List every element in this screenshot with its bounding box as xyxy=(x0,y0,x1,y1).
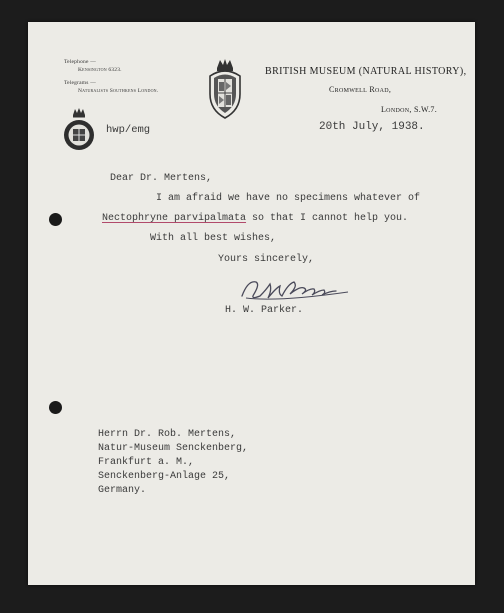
salutation: Dear Dr. Mertens, xyxy=(110,173,213,184)
body-line-1: I am afraid we have no specimens whatever of xyxy=(156,193,421,204)
letter-date: 20th July, 1938. xyxy=(319,121,425,133)
handwritten-signature xyxy=(238,276,353,304)
telephone-value: Kensington 6323. xyxy=(78,67,122,73)
punch-hole-top xyxy=(49,213,62,226)
telegrams-label: Telegrams — xyxy=(64,80,96,86)
body-line-2 xyxy=(102,213,408,224)
reference-code: hwp/emg xyxy=(106,124,151,136)
address-line-3: Frankfurt a. M., xyxy=(98,457,195,468)
telegrams-value: Naturalists Southkens London. xyxy=(78,88,159,94)
institution-city: London, S.W.7. xyxy=(381,105,438,114)
body-line-2-rest: so that I cannot help you. xyxy=(246,213,409,224)
closing-wish: With all best wishes, xyxy=(150,233,277,244)
address-line-5: Germany. xyxy=(98,485,147,496)
address-line-2: Natur-Museum Senckenberg, xyxy=(98,443,249,454)
species-name: Nectophryne parvipalmata xyxy=(102,213,247,224)
address-line-1: Herrn Dr. Rob. Mertens, xyxy=(98,429,237,440)
letter-page xyxy=(28,22,475,585)
sign-off: Yours sincerely, xyxy=(218,254,315,265)
museum-seal-emblem xyxy=(62,107,96,153)
institution-name: BRITISH MUSEUM (NATURAL HISTORY), xyxy=(265,66,467,77)
address-line-4: Senckenberg-Anlage 25, xyxy=(98,471,231,482)
institution-road: Cromwell Road, xyxy=(329,85,392,94)
signature-name: H. W. Parker. xyxy=(225,305,304,316)
telephone-label: Telephone — xyxy=(64,59,96,65)
royal-crest-emblem xyxy=(207,58,243,120)
punch-hole-bottom xyxy=(49,401,62,414)
